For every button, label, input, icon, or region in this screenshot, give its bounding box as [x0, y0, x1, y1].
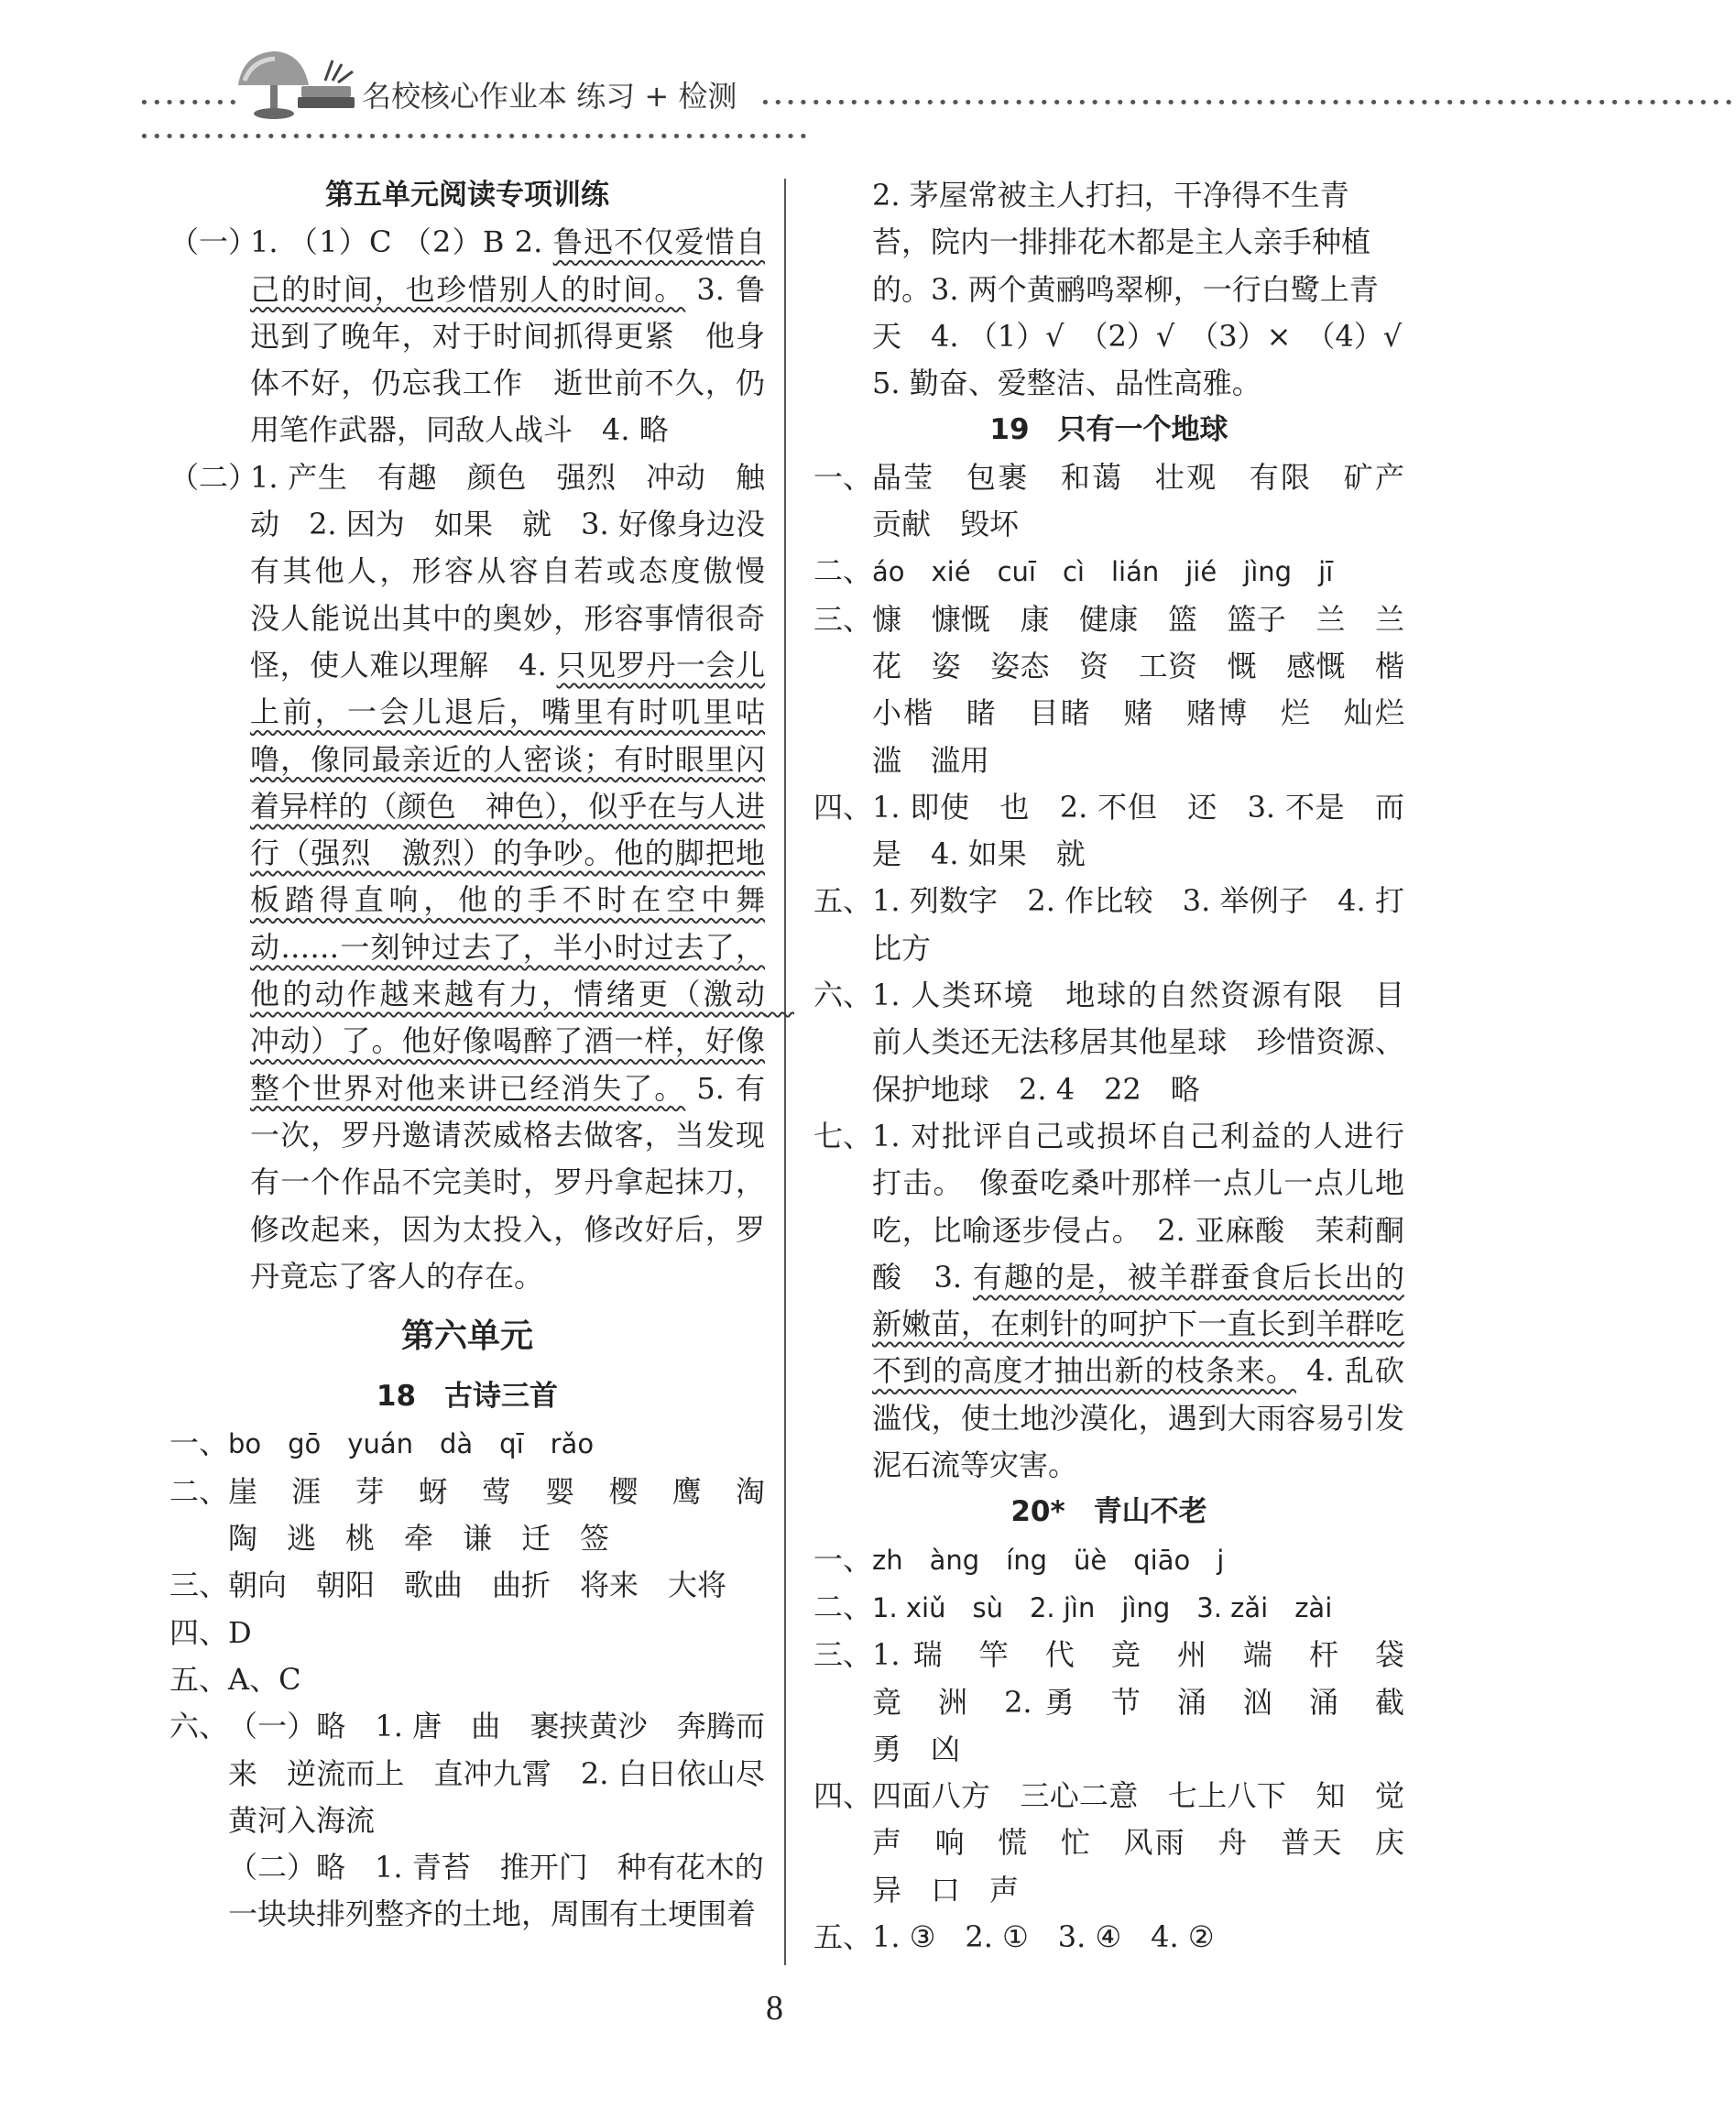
answer-item — [813, 972, 1404, 1113]
pinyin-text: bo gō yuán dà qī rǎo — [228, 1428, 595, 1460]
answer-text: 3. 鲁迅到了晚年，对于时间抓得更紧 他身体不好，仍忘我工作 逝世前不久，仍用笔作武器，同敌人战斗 4. 略 — [250, 271, 765, 448]
answer-item — [813, 548, 1404, 596]
item-label: 五、 — [813, 1918, 873, 1954]
page-number: 8 — [766, 1989, 783, 2027]
answer-item — [813, 784, 1404, 879]
pinyin-text: 1. xiǔ sù 2. jìn jìng 3. zǎi zài — [872, 1591, 1333, 1623]
answer-text: 崖 涯 芽 蚜 莺 婴 樱 鹰 淘 陶 逃 桃 牵 谦 迁 签 — [228, 1473, 795, 1557]
header-title: 名校核心作业本 练习 + 检测 — [362, 79, 737, 114]
lesson-heading: 18 古诗三首 — [376, 1380, 559, 1414]
answer-item — [813, 1914, 1404, 1961]
item-label: 一、 — [813, 459, 873, 495]
lesson-heading: 19 只有一个地球 — [989, 413, 1228, 447]
reading-part-2 — [169, 454, 795, 1300]
item-label: 一、 — [813, 1541, 873, 1577]
pinyin-text: áo xié cuī cì lián jié jìng jī — [872, 556, 1334, 588]
answer-item — [813, 1536, 1404, 1584]
item-label: 五、 — [169, 1661, 229, 1697]
answer-text: 1. 列数字 2. 作比较 3. 举例子 4. 打比方 — [872, 883, 1404, 966]
item-label: 四、 — [169, 1614, 229, 1650]
item-label: 二、 — [169, 1473, 229, 1509]
item-label: 三、 — [169, 1568, 229, 1603]
wavy-underlined-text: 有趣的是，被羊群蚕食后长出的新嫩苗，在刺针的呵护下一直长到羊群吃不到的高度才抽出新的枝条来。 — [872, 1259, 1404, 1389]
answer-text: 5. 有一次，罗丹邀请茨威格去做客，当发现有一个作品不完美时，罗丹拿起抹刀，修改起来，因为太投入，修改好后，罗丹竟忘了客人的存在。 — [250, 1070, 765, 1294]
item-label: 六、 — [813, 978, 873, 1013]
answer-text: 四面八方 三心二意 七上八下 知 觉 声 响 慌 忙 风雨 舟 普天 庆 异 口 声 — [872, 1778, 1435, 1907]
answer-text: 朝向 朝阳 歌曲 曲折 将来 大将 — [228, 1568, 727, 1603]
item-label: 七、 — [813, 1118, 873, 1153]
answer-text: 1. 人类环境 地球的自然资源有限 目前人类还无法移居其他星球 珍惜资源、保护地球 2. 4 22 略 — [872, 978, 1404, 1107]
answer-text: 1. 产生 有趣 颜色 强烈 冲动 触动 2. 因为 如果 就 3. 好像身边没有其他人，形容从容自若或态度傲慢 没人能说出其中的奥妙，形容事情很奇怪，使人难以理解 4. — [250, 459, 795, 683]
unit-heading: 第六单元 — [400, 1317, 533, 1356]
pinyin-text: zh àng íng üè qiāo j — [872, 1544, 1225, 1576]
answer-item — [813, 1773, 1435, 1914]
item-label: （一） — [169, 224, 258, 260]
answer-text: 慷 慷慨 康 健康 篮 篮子 兰 兰花 姿 姿态 资 工资 慨 感慨 楷 小楷 睹 目睹 赌 赌博 烂 灿烂 滥 滥用 — [872, 601, 1435, 778]
answer-text: 1. 即使 也 2. 不但 还 3. 不是 而是 4. 如果 就 — [872, 789, 1404, 872]
answer-item — [169, 1420, 765, 1468]
item-label: 一、 — [169, 1426, 229, 1461]
reading-part-1 — [169, 219, 765, 454]
header-dots-bottom: ••••••••••••••••••••••••••••••••••••••••••••••••••••• — [139, 127, 812, 147]
item-label: 五、 — [813, 883, 873, 919]
item-label: 四、 — [813, 789, 873, 825]
header-dots-right: ••••••••••••••••••••••••••••••••••••••••••••••••••••••••••••••••••••••••••••• — [760, 93, 1736, 113]
item-label: 二、 — [813, 1589, 873, 1624]
answer-text: 4. 乱砍滥伐，使土地沙漠化，遇到大雨容易引发泥石流等灾害。 — [872, 1353, 1404, 1483]
item-label: （二） — [169, 459, 258, 495]
answer-item — [813, 878, 1404, 972]
answer-item — [169, 1469, 795, 1563]
lamp-books-icon — [224, 35, 362, 126]
answer-text: 1. ③ 2. ① 3. ④ 4. ② — [872, 1918, 1215, 1954]
answer-item — [813, 1584, 1404, 1632]
wavy-underlined-text: 只见罗丹一会儿上前，一会儿退后，嘴里有时叽里咕噜，像同最亲近的人密谈；有时眼里闪着异样的（颜色 神色），似乎在与人进行（强烈 激烈）的争吵。他的脚把地板踏得直响，他的手不时在空中舞动……一刻钟过去了，半小时过去了，他的动作越来越有力，情绪更（激动 冲动）了。他好像喝醉了酒一样，好像整个世界对他来讲已经消失了。 — [250, 647, 795, 1106]
answer-text: （一）略 1. 唐 曲 裹挟黄沙 奔腾而来 逆流而上 直冲九霄 2. 白日依山尽 黄河入海流 — [228, 1709, 795, 1838]
wavy-underlined-text: 鲁迅不仅爱惜自己的时间，也珍惜别人的时间。 — [250, 224, 765, 307]
answer-item — [813, 454, 1435, 549]
header-dots-left: •••••••• — [139, 93, 241, 113]
lesson-heading: 20* 青山不老 — [1010, 1495, 1207, 1529]
answer-item — [169, 1562, 765, 1609]
left-column — [169, 172, 795, 1939]
item-label: 三、 — [813, 1637, 873, 1673]
answer-item — [169, 1656, 765, 1703]
answer-continuation: （二）略 1. 青苔 推开门 种有花木的一块块排列整齐的土地，周围有土埂围着 — [228, 1850, 764, 1932]
item-label: 二、 — [813, 553, 873, 589]
answer-text: A、C — [228, 1661, 301, 1697]
right-column — [813, 172, 1435, 1961]
answer-text: 1. 对批评自己或损坏自己利益的人进行打击。 像蚕吃桑叶那样一点儿一点儿地吃，比喻逐步侵占。 2. 亚麻酸 茉莉酮酸 3. — [872, 1118, 1404, 1295]
answer-continuation: 2. 茅屋常被主人打扫，干净得不生青苔，院内一排排花木都是主人亲手种植的。3. 两个黄鹂鸣翠柳，一行白鹭上青天 4. （1）√ （2）√ （3）× （4）√ 5. 勤奋、爱整洁、品性高雅。 — [872, 178, 1432, 401]
column-divider — [784, 179, 786, 1965]
section-heading: 第五单元阅读专项训练 — [325, 179, 609, 212]
item-label: 六、 — [169, 1709, 229, 1744]
item-label: 三、 — [813, 601, 873, 637]
item-label: 四、 — [813, 1778, 873, 1814]
answer-text: D — [228, 1614, 252, 1650]
answer-text: 1. 瑞 竿 代 竞 州 端 杆 袋 竟 洲 2. 勇 节 涌 汹 涌 截 勇 凶 — [872, 1637, 1435, 1766]
answer-item — [813, 1632, 1435, 1773]
answer-text: 晶莹 包裹 和蔼 壮观 有限 矿产 贡献 毁坏 — [872, 459, 1435, 542]
answer-item — [813, 1113, 1404, 1489]
answer-item — [813, 596, 1435, 784]
answer-item — [169, 1610, 765, 1656]
answer-text: 1. （1）C （2）B 2. — [250, 224, 553, 260]
answer-item — [169, 1703, 795, 1844]
